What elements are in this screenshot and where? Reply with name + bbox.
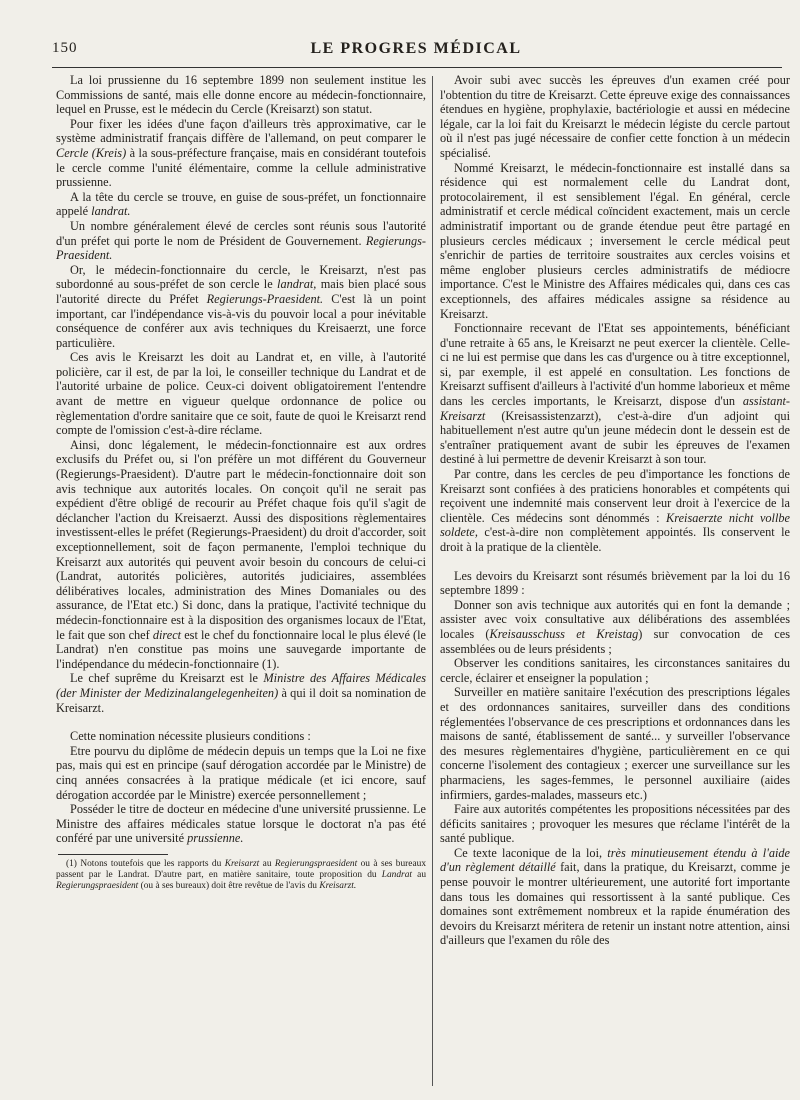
paragraph: Posséder le titre de docteur en médecine d'une université prussienne. Le Ministre des affaires médicales statue lorsque le doctorat n'a pas été conféré par une université prussienne. <box>56 802 426 846</box>
column-rule <box>432 76 433 1086</box>
paragraph: A la tête du cercle se trouve, en guise de sous-préfet, un fonctionnaire appelé landrat. <box>56 189 426 219</box>
paragraph: Un nombre généralement élevé de cercles sont réunis sous l'autorité d'un préfet qui porte le nom de Président de Gouvernement. Regierungs-Praesident. <box>56 218 426 263</box>
paragraph: Ce texte laconique de la loi, très minutieusement étendu à l'aide d'un règlement détaillé fait, dans la pratique, du Kreisarzt, comme je pense pouvoir le montrer ultérieurement, une autorité fort importante dans tous les domaines qui ressortissent à la santé publique. Ces domaines sont extrêmement nombreux et la rapide énumération des devoirs du Kreisarzt méritera de retenir un instant notre attention, ainsi d'ailleurs que l'examen du rôle des <box>440 845 790 948</box>
paragraph: Par contre, dans les cercles de peu d'importance les fonctions de Kreisarzt sont confiées à des praticiens honorables et compétents qui reçoivent une indemnité mais conservent leur droit à l'exercice de la clientèle. Ces médecins sont dénommés : Kreisaerzte nicht vollbe soldete, c'est-à-dire non complètement appointés. Ils conservent le droit à la pratique de la clientèle. <box>440 467 791 554</box>
paragraph: Ainsi, donc légalement, le médecin-fonctionnaire est aux ordres exclusifs du Préfet ou, si l'on préfère un mot différent du Gouverneur (Regierungs-Praesident). D'autre part le médecin-fonctionnaire doit son avis technique aux autorités locales. On conçoit qu'il ne serait pas expédient d'être obligé de recourir au Préfet chaque fois qu'il s'agit de déclancher l'action du Kreisaerzt. Aussi des dispositions règlementaires investissent-elles le préfet (Regierungs-Praesident) du droit d'accorder, soit exceptionnellement, soit de façon permanente, l'emploi technique du Kreisarzt aux autorités qui peuvent avoir besoin du concours de celui-ci (Landrat, autorités policières, autorités judiciaires, assemblées délibératives locales, administration des Mines Domaniales ou des assurance, de l'Etat etc.) Si donc, dans la pratique, l'activité technique du médecin-fonctionnaire est à la disposition des organismes locaux de l'Etat, le fait que son chef direct est le chef du fonctionnaire local le plus élevé (le Landrat) n'en constitue pas moins une sauvegarde importante de l'indépendance du médecin-fonctionnaire (1). <box>56 437 426 671</box>
paragraph: Etre pourvu du diplôme de médecin depuis un temps que la Loi ne fixe pas, mais qui est en principe (sauf dérogation accordée par le Ministre) de cinq années consacrées à la pratique médicale (et ici encore, sauf dérogation accordée par le Ministre) exercée personnellement ; <box>56 743 426 802</box>
paragraph: Pour fixer les idées d'une façon d'ailleurs très approximative, car le système administratif français diffère de l'allemand, on peut comparer le Cercle (Kreis) à la sous-préfecture française, mais en considérant toutefois le cercle comme l'unité élémentaire, comme la cellule administrative prussienne. <box>56 116 426 190</box>
paragraph: Cette nomination nécessite plusieurs conditions : <box>70 729 311 744</box>
paragraph: Nommé Kreisarzt, le médecin-fonctionnaire est installé dans sa résidence qui est normalement celle du Landrat dont, protocolairement, il est sensiblement l'égal. En général, cercle administratif et cercle médical coïncident exactement, mais un cercle administratif important ou de grande étendue peut être partagé en plusieurs cercles médicaux ; inversement le cercle médical peut s'enrichir de parties de territoire soustraites aux cercles voisins et même englober plusieurs cercles administratifs de médiocre importance. C'est le Ministre des Affaires médicales qui, dans ces cas exceptionnels, des affaires médicales assigne sa résidence au Kreisarzt. <box>440 160 790 321</box>
page-number: 150 <box>52 40 78 56</box>
left-column <box>56 73 426 892</box>
paragraph: Surveiller en matière sanitaire l'exécution des prescriptions légales et des ordonnances sanitaires, surveiller dans des conditions réglementées l'observance de ces prescriptions et ordonnances dans les maisons de santé, établissement de santé... y surveiller l'observance des mesures règlementaires d'hygiène, particulièrement en ce qui concerne l'isolement des contagieux ; exercer une surveillance sur les pharmaciens, les sages-femmes, le personnel auxiliaire (aides infirmiers, gardes-malades, masseurs etc.) <box>440 685 790 802</box>
paragraph: Le chef suprême du Kreisarzt est le Ministre des Affaires Médicales (der Minister der Medizinalangelegenheiten) à qui il doit sa nomination de Kreisarzt. <box>56 671 426 715</box>
paragraph: Observer les conditions sanitaires, les circonstances sanitaires du cercle, éclairer et enseigner la population ; <box>440 656 790 685</box>
paragraph: Fonctionnaire recevant de l'Etat ses appointements, bénéficiant d'une retraite à 65 ans, le Kreisarzt ne peut exercer la clientèle. Celle-ci ne lui est permise que dans les cas d'urgence ou à titre exceptionnel, si, par exemple, il est appelé en consultation. Les fonctions de Kreisarzt suffisent d'ailleurs à l'activité d'un homme laborieux et même dans les cercles importants, le Kreisarzt, dispose d'un assistant-Kreisarzt (Kreisassistenzarzt), c'est-à-dire d'un adjoint qui habituellement n'est autre qu'un jeune médecin dont le dessein est de s'entraîner pratiquement avant de subir les épreuves de l'examen destiné à lui permettre de devenir Kreisarzt à son tour. <box>440 321 790 467</box>
paragraph: Les devoirs du Kreisarzt sont résumés brièvement par la loi du 16 septembre 1899 : <box>440 568 790 598</box>
right-column <box>440 73 790 948</box>
paragraph: Ces avis le Kreisarzt les doit au Landrat et, en ville, à l'autorité policière, car il est, de par la loi, le conseiller technique du Landrat et de l'autorité urbaine de police. Ceux-ci doivent obligatoirement l'entendre avant de mettre en vigueur quelque ordonnance de police ou règlementation d'ordre sanitaire que ce soit, faute de quoi le Kreisarzt rend compte de l'omission c'est-à-dire réclame. <box>56 350 426 438</box>
paragraph: Donner son avis technique aux autorités qui en font la demande ; assister avec voix consultative aux délibérations des assemblées locales (Kreisausschuss et Kreistag) sur convocation de ces assemblées ou de leurs présidents ; <box>440 597 791 656</box>
page-header <box>52 40 780 66</box>
journal-title: LE PROGRES MÉDICAL <box>310 40 522 57</box>
footnote: (1) Notons toutefois que les rapports du Kreisarzt au Regierungspraesident ou à ses bureaux passent par le Landrat. D'autre part, en matière sanitaire, toute proposition du Landrat au Regierungspraesident (ou à ses bureaux) doit être revêtue de l'avis du Kreisarzt. <box>56 858 427 891</box>
paragraph: Or, le médecin-fonctionnaire du cercle, le Kreisarzt, n'est pas subordonné au sous-préfet de son cercle le landrat, mais bien placé sous l'autorité directe du Préfet Regierungs-Praesident. C'est là un point important, car l'indépendance vis-à-vis du pouvoir local a pour inévitable conséquence de conférer aux avis techniques du Kreisaerzt, une force particulière. <box>56 262 427 350</box>
footnote-rule <box>58 854 168 855</box>
paragraph: La loi prussienne du 16 septembre 1899 non seulement institue les Commissions de santé, mais elle donne encore au médecin-fonctionnaire, lequel en Prusse, est le médecin du Cercle (Kreisarzt) son statut. <box>56 73 426 117</box>
header-rule <box>52 67 782 68</box>
paragraph: Avoir subi avec succès les épreuves d'un examen créé pour l'obtention du titre de Kreisarzt. Cette épreuve exige des connaissances étendues en hygiène, prophylaxie, bactériologie et aussi en médecine légale, car la loi fait du Kreisarzt le médecin légiste du cercle partout où il n'est pas jugé nécessaire de confier cette fonction à un médecin spécialisé. <box>440 73 790 160</box>
paragraph: Faire aux autorités compétentes les propositions nécessitées par des déficits sanitaires ; provoquer les mesures que réclame l'intérêt de la santé publique. <box>440 802 790 846</box>
